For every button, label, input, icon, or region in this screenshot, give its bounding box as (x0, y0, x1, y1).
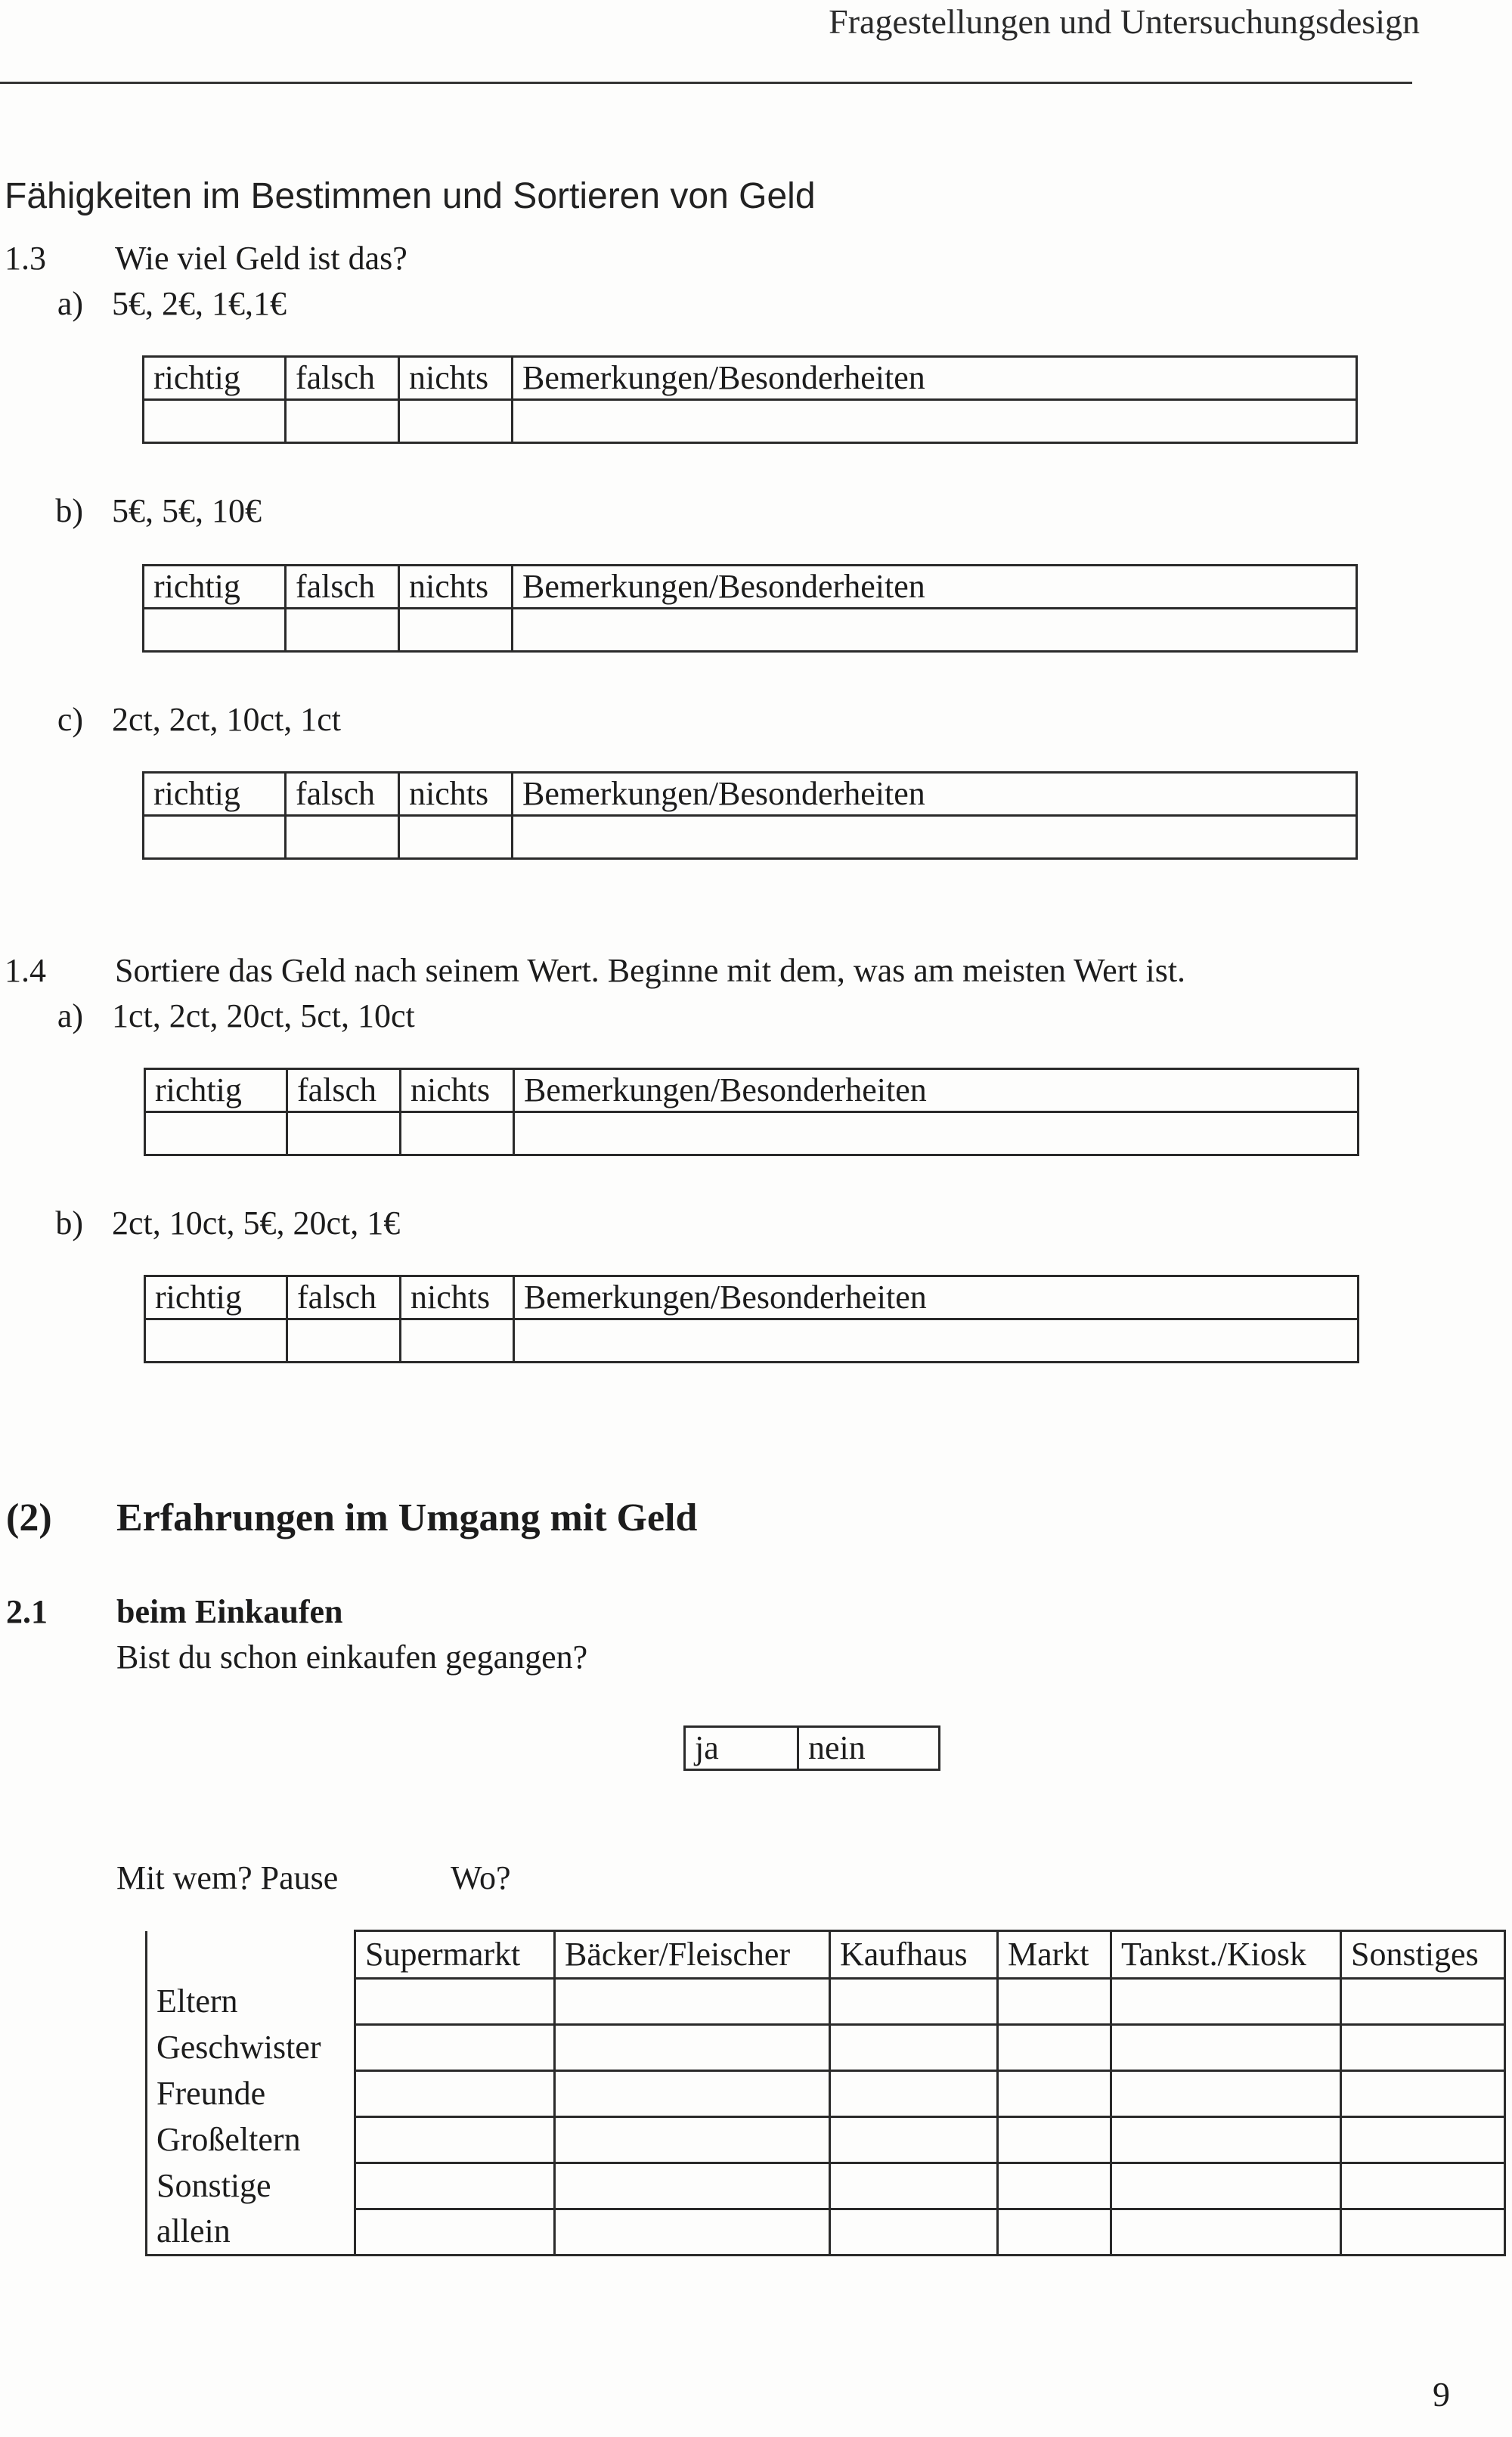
header-bemerkungen: Bemerkungen/Besonderheiten (514, 1276, 1359, 1319)
header-falsch: falsch (287, 1069, 401, 1112)
header-falsch: falsch (286, 357, 399, 400)
companion-label: Geschwister (147, 2025, 355, 2071)
no-option[interactable]: nein (798, 1727, 940, 1770)
grid-cell[interactable] (555, 2117, 830, 2163)
grid-cell[interactable] (830, 2163, 998, 2209)
place-header: Kaufhaus (830, 1931, 998, 1979)
question-number-1-4: 1.4 (5, 952, 46, 989)
grid-cell[interactable] (1341, 2209, 1505, 2256)
item-text: 2ct, 10ct, 5€, 20ct, 1€ (112, 1205, 401, 1242)
answer-cell-richtig[interactable] (144, 816, 286, 859)
yes-no-table (683, 1725, 940, 1771)
response-table (144, 1275, 1359, 1363)
place-header: Tankst./Kiosk (1111, 1931, 1341, 1979)
header-bemerkungen: Bemerkungen/Besonderheiten (513, 566, 1357, 609)
grid-cell[interactable] (355, 1979, 555, 2025)
answer-cell-nichts[interactable] (399, 400, 513, 443)
companion-label: Eltern (147, 1979, 355, 2025)
grid-cell[interactable] (998, 1979, 1111, 2025)
answer-cell-nichts[interactable] (401, 1112, 514, 1155)
header-bemerkungen: Bemerkungen/Besonderheiten (513, 773, 1357, 816)
answer-cell-richtig[interactable] (145, 1319, 287, 1363)
header-richtig: richtig (145, 1276, 287, 1319)
header-falsch: falsch (286, 773, 399, 816)
answer-cell-nichts[interactable] (399, 816, 513, 859)
header-nichts: nichts (399, 357, 513, 400)
grid-cell[interactable] (830, 2209, 998, 2256)
grid-cell[interactable] (830, 2117, 998, 2163)
answer-cell-richtig[interactable] (144, 609, 286, 652)
grid-cell[interactable] (998, 2117, 1111, 2163)
grid-cell[interactable] (998, 2209, 1111, 2256)
answer-cell-falsch[interactable] (287, 1112, 401, 1155)
question-title-2-1: beim Einkaufen (116, 1593, 343, 1630)
item-letter: c) (57, 701, 83, 738)
question-number-2-1: 2.1 (6, 1593, 48, 1630)
page-number: 9 (1433, 2375, 1450, 2414)
grid-cell[interactable] (1341, 2071, 1505, 2117)
item-text: 5€, 2€, 1€,1€ (112, 285, 287, 322)
grid-cell[interactable] (355, 2025, 555, 2071)
companion-label: Sonstige (147, 2163, 355, 2209)
item-letter: b) (55, 1205, 83, 1242)
header-falsch: falsch (286, 566, 399, 609)
grid-cell[interactable] (1111, 1979, 1341, 2025)
item-letter: b) (55, 492, 83, 529)
place-header: Supermarkt (355, 1931, 555, 1979)
question-text-1-3: Wie viel Geld ist das? (115, 240, 407, 277)
grid-cell[interactable] (830, 2025, 998, 2071)
item-text: 1ct, 2ct, 20ct, 5ct, 10ct (112, 997, 415, 1034)
answer-cell-falsch[interactable] (286, 400, 399, 443)
grid-cell[interactable] (830, 1979, 998, 2025)
header-nichts: nichts (399, 773, 513, 816)
grid-cell[interactable] (1341, 2025, 1505, 2071)
companion-label: Großeltern (147, 2117, 355, 2163)
header-richtig: richtig (144, 773, 286, 816)
answer-cell-falsch[interactable] (286, 816, 399, 859)
grid-cell[interactable] (1341, 2163, 1505, 2209)
yes-option[interactable]: ja (685, 1727, 798, 1770)
grid-corner (147, 1931, 355, 1979)
grid-cell[interactable] (998, 2071, 1111, 2117)
follow-up-where: Wo? (451, 1859, 511, 1896)
grid-cell[interactable] (555, 2209, 830, 2256)
header-nichts: nichts (401, 1276, 514, 1319)
item-text: 2ct, 2ct, 10ct, 1ct (112, 701, 342, 738)
follow-up-who: Mit wem? Pause (116, 1859, 339, 1896)
item-letter: a) (57, 285, 83, 322)
answer-cell-bemerkungen[interactable] (514, 1319, 1359, 1363)
grid-cell[interactable] (1111, 2071, 1341, 2117)
answer-cell-nichts[interactable] (401, 1319, 514, 1363)
grid-cell[interactable] (1111, 2163, 1341, 2209)
question-text-1-4: Sortiere das Geld nach seinem Wert. Beginne mit dem, was am meisten Wert ist. (115, 952, 1186, 989)
section-heading-2: Erfahrungen im Umgang mit Geld (116, 1496, 698, 1539)
response-table (142, 771, 1358, 860)
grid-cell[interactable] (998, 2163, 1111, 2209)
header-rule (0, 82, 1412, 84)
section-title: Fähigkeiten im Bestimmen und Sortieren von Geld (5, 176, 816, 216)
grid-cell[interactable] (555, 2071, 830, 2117)
answer-cell-richtig[interactable] (145, 1112, 287, 1155)
companion-label: Freunde (147, 2071, 355, 2117)
section-number-2: (2) (6, 1496, 52, 1539)
header-richtig: richtig (144, 566, 286, 609)
response-table (142, 355, 1358, 444)
answer-cell-richtig[interactable] (144, 400, 286, 443)
header-bemerkungen: Bemerkungen/Besonderheiten (513, 357, 1357, 400)
grid-cell[interactable] (1341, 1979, 1505, 2025)
header-nichts: nichts (401, 1069, 514, 1112)
grid-cell[interactable] (555, 2163, 830, 2209)
grid-cell[interactable] (1111, 2209, 1341, 2256)
grid-cell[interactable] (355, 2071, 555, 2117)
grid-cell[interactable] (830, 2071, 998, 2117)
grid-cell[interactable] (1111, 2025, 1341, 2071)
header-richtig: richtig (144, 357, 286, 400)
running-header: Fragestellungen und Untersuchungsdesign (829, 2, 1420, 41)
response-table (142, 564, 1358, 653)
grid-cell[interactable] (998, 2025, 1111, 2071)
answer-cell-nichts[interactable] (399, 609, 513, 652)
item-letter: a) (57, 997, 83, 1034)
answer-cell-falsch[interactable] (286, 609, 399, 652)
grid-cell[interactable] (555, 1979, 830, 2025)
grid-cell[interactable] (355, 2209, 555, 2256)
grid-cell[interactable] (555, 2025, 830, 2071)
header-nichts: nichts (399, 566, 513, 609)
item-text: 5€, 5€, 10€ (112, 492, 262, 529)
question-text-2-1: Bist du schon einkaufen gegangen? (116, 1639, 588, 1676)
answer-cell-falsch[interactable] (287, 1319, 401, 1363)
place-header: Bäcker/Fleischer (555, 1931, 830, 1979)
grid-cell[interactable] (355, 2163, 555, 2209)
response-table (144, 1068, 1359, 1156)
place-header: Sonstiges (1341, 1931, 1505, 1979)
grid-cell[interactable] (1341, 2117, 1505, 2163)
companion-label: allein (147, 2209, 355, 2256)
place-header: Markt (998, 1931, 1111, 1979)
header-bemerkungen: Bemerkungen/Besonderheiten (514, 1069, 1359, 1112)
answer-cell-bemerkungen[interactable] (513, 400, 1357, 443)
grid-cell[interactable] (1111, 2117, 1341, 2163)
answer-cell-bemerkungen[interactable] (513, 609, 1357, 652)
question-number-1-3: 1.3 (5, 240, 46, 277)
answer-cell-bemerkungen[interactable] (513, 816, 1357, 859)
shopping-grid (145, 1930, 1506, 2256)
header-richtig: richtig (145, 1069, 287, 1112)
answer-cell-bemerkungen[interactable] (514, 1112, 1359, 1155)
grid-cell[interactable] (355, 2117, 555, 2163)
header-falsch: falsch (287, 1276, 401, 1319)
